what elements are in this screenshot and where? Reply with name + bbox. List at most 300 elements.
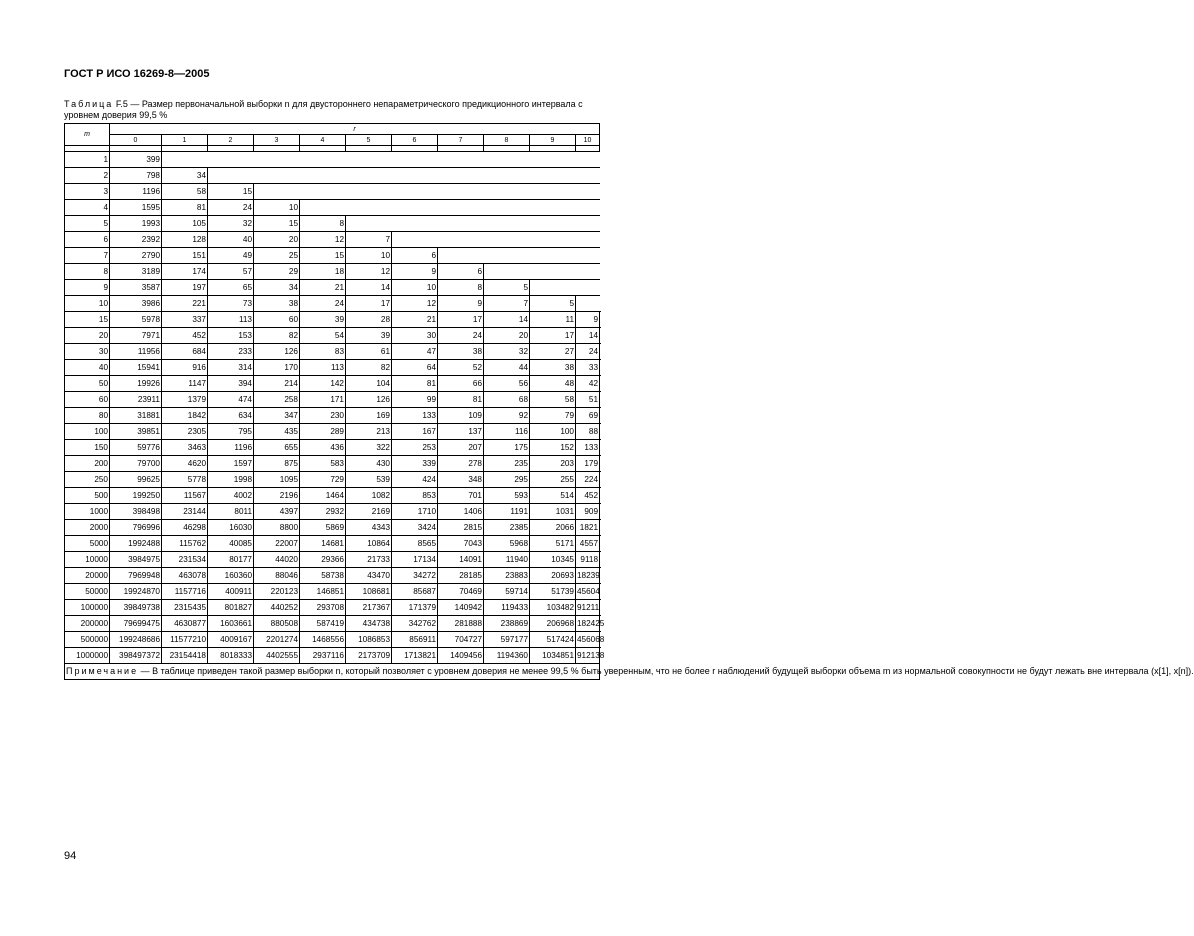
value-cell: 8 xyxy=(438,280,484,296)
value-cell: 258 xyxy=(254,392,300,408)
value-cell: 436 xyxy=(300,440,346,456)
m-cell: 500000 xyxy=(65,632,110,648)
value-cell: 221 xyxy=(162,296,208,312)
value-cell: 43470 xyxy=(346,568,392,584)
empty-cell xyxy=(346,152,392,168)
value-cell: 15 xyxy=(254,216,300,232)
m-cell: 4 xyxy=(65,200,110,216)
table-row xyxy=(65,456,600,472)
value-cell: 7 xyxy=(346,232,392,248)
value-cell: 10864 xyxy=(346,536,392,552)
value-cell: 105 xyxy=(162,216,208,232)
value-cell: 83 xyxy=(300,344,346,360)
value-cell: 14 xyxy=(484,312,530,328)
value-cell: 140942 xyxy=(438,600,484,616)
value-cell: 61 xyxy=(346,344,392,360)
value-cell: 880508 xyxy=(254,616,300,632)
table-row xyxy=(65,168,600,184)
value-cell: 16030 xyxy=(208,520,254,536)
value-cell: 33 xyxy=(576,360,600,376)
value-cell: 32 xyxy=(484,344,530,360)
table-row xyxy=(65,312,600,328)
value-cell: 2385 xyxy=(484,520,530,536)
table-row xyxy=(65,232,600,248)
value-cell: 92 xyxy=(484,408,530,424)
value-cell: 45604 xyxy=(576,584,600,600)
value-cell: 54 xyxy=(300,328,346,344)
value-cell: 68 xyxy=(484,392,530,408)
value-cell: 7971 xyxy=(110,328,162,344)
table-row xyxy=(65,536,600,552)
value-cell: 3984975 xyxy=(110,552,162,568)
value-cell: 20693 xyxy=(530,568,576,584)
value-cell: 12 xyxy=(346,264,392,280)
value-cell: 80177 xyxy=(208,552,254,568)
value-cell: 126 xyxy=(346,392,392,408)
value-cell: 1379 xyxy=(162,392,208,408)
value-cell: 4557 xyxy=(576,536,600,552)
empty-cell xyxy=(484,264,530,280)
value-cell: 4397 xyxy=(254,504,300,520)
r-column-header: r xyxy=(110,124,600,135)
value-cell: 704727 xyxy=(438,632,484,648)
value-cell: 348 xyxy=(438,472,484,488)
m-cell: 8 xyxy=(65,264,110,280)
m-cell: 200000 xyxy=(65,616,110,632)
value-cell: 85687 xyxy=(392,584,438,600)
value-cell: 293708 xyxy=(300,600,346,616)
value-cell: 66 xyxy=(438,376,484,392)
value-cell: 17134 xyxy=(392,552,438,568)
value-cell: 70469 xyxy=(438,584,484,600)
empty-cell xyxy=(576,296,600,312)
value-cell: 14681 xyxy=(300,536,346,552)
empty-cell xyxy=(484,200,530,216)
m-cell: 50 xyxy=(65,376,110,392)
value-cell: 474 xyxy=(208,392,254,408)
value-cell: 701 xyxy=(438,488,484,504)
r-value-header: 8 xyxy=(484,135,530,146)
value-cell: 10345 xyxy=(530,552,576,568)
value-cell: 1597 xyxy=(208,456,254,472)
value-cell: 137 xyxy=(438,424,484,440)
r-value-header: 1 xyxy=(162,135,208,146)
value-cell: 2815 xyxy=(438,520,484,536)
value-cell: 463078 xyxy=(162,568,208,584)
table-row xyxy=(65,520,600,536)
value-cell: 34272 xyxy=(392,568,438,584)
value-cell: 12 xyxy=(300,232,346,248)
m-cell: 1000000 xyxy=(65,648,110,664)
value-cell: 5978 xyxy=(110,312,162,328)
value-cell: 182425 xyxy=(576,616,600,632)
value-cell: 7969948 xyxy=(110,568,162,584)
empty-cell xyxy=(576,248,600,264)
value-cell: 103482 xyxy=(530,600,576,616)
value-cell: 398498 xyxy=(110,504,162,520)
m-cell: 1 xyxy=(65,152,110,168)
value-cell: 875 xyxy=(254,456,300,472)
value-cell: 1034851 xyxy=(530,648,576,664)
empty-cell xyxy=(300,184,346,200)
empty-cell xyxy=(576,152,600,168)
value-cell: 2196 xyxy=(254,488,300,504)
empty-cell xyxy=(438,152,484,168)
value-cell: 1191 xyxy=(484,504,530,520)
value-cell: 171379 xyxy=(392,600,438,616)
value-cell: 1409456 xyxy=(438,648,484,664)
value-cell: 8800 xyxy=(254,520,300,536)
empty-cell xyxy=(392,232,438,248)
empty-cell xyxy=(254,168,300,184)
value-cell: 4402555 xyxy=(254,648,300,664)
value-cell: 58 xyxy=(162,184,208,200)
value-cell: 81 xyxy=(162,200,208,216)
m-cell: 50000 xyxy=(65,584,110,600)
page-number: 94 xyxy=(64,850,77,862)
value-cell: 19924870 xyxy=(110,584,162,600)
table-row xyxy=(65,552,600,568)
value-cell: 339 xyxy=(392,456,438,472)
empty-cell xyxy=(346,184,392,200)
value-cell: 128 xyxy=(162,232,208,248)
value-cell: 655 xyxy=(254,440,300,456)
value-cell: 435 xyxy=(254,424,300,440)
value-cell: 1710 xyxy=(392,504,438,520)
value-cell: 152 xyxy=(530,440,576,456)
value-cell: 342762 xyxy=(392,616,438,632)
value-cell: 17 xyxy=(438,312,484,328)
table-row xyxy=(65,264,600,280)
m-cell: 150 xyxy=(65,440,110,456)
value-cell: 18239 xyxy=(576,568,600,584)
value-cell: 15 xyxy=(208,184,254,200)
table-row xyxy=(65,472,600,488)
empty-cell xyxy=(576,200,600,216)
table-row xyxy=(65,408,600,424)
table-row xyxy=(65,392,600,408)
value-cell: 1194360 xyxy=(484,648,530,664)
r-value-header: 7 xyxy=(438,135,484,146)
empty-cell xyxy=(438,216,484,232)
value-cell: 171 xyxy=(300,392,346,408)
value-cell: 119433 xyxy=(484,600,530,616)
value-cell: 109 xyxy=(438,408,484,424)
m-cell: 9 xyxy=(65,280,110,296)
table-row xyxy=(65,584,600,600)
r-value-header: 2 xyxy=(208,135,254,146)
empty-cell xyxy=(346,200,392,216)
value-cell: 2169 xyxy=(346,504,392,520)
value-cell: 11577210 xyxy=(162,632,208,648)
value-cell: 1031 xyxy=(530,504,576,520)
m-cell: 20 xyxy=(65,328,110,344)
m-cell: 500 xyxy=(65,488,110,504)
value-cell: 79 xyxy=(530,408,576,424)
value-cell: 199248686 xyxy=(110,632,162,648)
value-cell: 1998 xyxy=(208,472,254,488)
table-row xyxy=(65,200,600,216)
value-cell: 399 xyxy=(110,152,162,168)
value-cell: 79699475 xyxy=(110,616,162,632)
value-cell: 2315435 xyxy=(162,600,208,616)
value-cell: 39851 xyxy=(110,424,162,440)
value-cell: 17 xyxy=(346,296,392,312)
table-row xyxy=(65,568,600,584)
value-cell: 1095 xyxy=(254,472,300,488)
value-cell: 213 xyxy=(346,424,392,440)
r-value-header: 10 xyxy=(576,135,600,146)
value-cell: 14 xyxy=(346,280,392,296)
empty-cell xyxy=(346,168,392,184)
value-cell: 220123 xyxy=(254,584,300,600)
value-cell: 15941 xyxy=(110,360,162,376)
m-cell: 100 xyxy=(65,424,110,440)
empty-cell xyxy=(484,152,530,168)
value-cell: 39849738 xyxy=(110,600,162,616)
m-cell: 100000 xyxy=(65,600,110,616)
value-cell: 44020 xyxy=(254,552,300,568)
value-cell: 21 xyxy=(300,280,346,296)
r-value-header: 4 xyxy=(300,135,346,146)
table-row xyxy=(65,248,600,264)
value-cell: 2392 xyxy=(110,232,162,248)
value-cell: 3189 xyxy=(110,264,162,280)
value-cell: 88 xyxy=(576,424,600,440)
m-cell: 5 xyxy=(65,216,110,232)
m-cell: 10000 xyxy=(65,552,110,568)
value-cell: 151 xyxy=(162,248,208,264)
empty-cell xyxy=(576,264,600,280)
table-row xyxy=(65,440,600,456)
value-cell: 597177 xyxy=(484,632,530,648)
r-values-row xyxy=(65,135,600,146)
value-cell: 9 xyxy=(576,312,600,328)
value-cell: 167 xyxy=(392,424,438,440)
empty-cell xyxy=(300,152,346,168)
value-cell: 322 xyxy=(346,440,392,456)
empty-cell xyxy=(162,152,208,168)
table-row xyxy=(65,344,600,360)
value-cell: 434738 xyxy=(346,616,392,632)
value-cell: 28185 xyxy=(438,568,484,584)
m-cell: 7 xyxy=(65,248,110,264)
table-row xyxy=(65,360,600,376)
value-cell: 28 xyxy=(346,312,392,328)
note-text: — В таблице приведен такой размер выборки n, который позволяет с уровнем доверия не менее 99,5 % быть уверенным, что не более r наблюдений будущей выборки объема m из нормальной совокупности не будут лежать вне интервала (x[1], x[n]). xyxy=(140,666,1194,676)
value-cell: 12 xyxy=(392,296,438,312)
value-cell: 18 xyxy=(300,264,346,280)
empty-cell xyxy=(484,168,530,184)
value-cell: 57 xyxy=(208,264,254,280)
empty-cell xyxy=(530,184,576,200)
empty-cell xyxy=(438,248,484,264)
value-cell: 169 xyxy=(346,408,392,424)
value-cell: 24 xyxy=(300,296,346,312)
value-cell: 2937116 xyxy=(300,648,346,664)
value-cell: 856911 xyxy=(392,632,438,648)
value-cell: 73 xyxy=(208,296,254,312)
value-cell: 295 xyxy=(484,472,530,488)
value-cell: 52 xyxy=(438,360,484,376)
value-cell: 1603661 xyxy=(208,616,254,632)
value-cell: 51739 xyxy=(530,584,576,600)
value-cell: 11 xyxy=(530,312,576,328)
value-cell: 133 xyxy=(576,440,600,456)
value-cell: 1082 xyxy=(346,488,392,504)
value-cell: 15 xyxy=(300,248,346,264)
table-row xyxy=(65,648,600,664)
value-cell: 58738 xyxy=(300,568,346,584)
m-cell: 60 xyxy=(65,392,110,408)
value-cell: 30 xyxy=(392,328,438,344)
caption-text: — Размер первоначальной выборки n для двустороннего непараметрического предикционного интервала с уровнем доверия 99,5 % xyxy=(64,99,583,120)
value-cell: 170 xyxy=(254,360,300,376)
empty-cell xyxy=(346,216,392,232)
value-cell: 2201274 xyxy=(254,632,300,648)
value-cell: 224 xyxy=(576,472,600,488)
value-cell: 88046 xyxy=(254,568,300,584)
value-cell: 1147 xyxy=(162,376,208,392)
value-cell: 29366 xyxy=(300,552,346,568)
table-row xyxy=(65,504,600,520)
value-cell: 9 xyxy=(438,296,484,312)
data-table xyxy=(64,123,1194,680)
value-cell: 2790 xyxy=(110,248,162,264)
value-cell: 539 xyxy=(346,472,392,488)
table-row xyxy=(65,152,600,168)
value-cell: 203 xyxy=(530,456,576,472)
value-cell: 40085 xyxy=(208,536,254,552)
value-cell: 3463 xyxy=(162,440,208,456)
value-cell: 113 xyxy=(208,312,254,328)
value-cell: 11940 xyxy=(484,552,530,568)
value-cell: 8011 xyxy=(208,504,254,520)
r-value-header: 0 xyxy=(110,135,162,146)
value-cell: 238869 xyxy=(484,616,530,632)
m-cell: 30 xyxy=(65,344,110,360)
value-cell: 7043 xyxy=(438,536,484,552)
r-value-header: 3 xyxy=(254,135,300,146)
value-cell: 347 xyxy=(254,408,300,424)
value-cell: 116 xyxy=(484,424,530,440)
value-cell: 207 xyxy=(438,440,484,456)
value-cell: 23883 xyxy=(484,568,530,584)
table-row xyxy=(65,280,600,296)
value-cell: 1842 xyxy=(162,408,208,424)
value-cell: 22007 xyxy=(254,536,300,552)
value-cell: 8018333 xyxy=(208,648,254,664)
table-caption xyxy=(64,99,604,121)
value-cell: 593 xyxy=(484,488,530,504)
value-cell: 281888 xyxy=(438,616,484,632)
value-cell: 217367 xyxy=(346,600,392,616)
value-cell: 4620 xyxy=(162,456,208,472)
value-cell: 3986 xyxy=(110,296,162,312)
value-cell: 197 xyxy=(162,280,208,296)
empty-cell xyxy=(576,168,600,184)
value-cell: 9118 xyxy=(576,552,600,568)
empty-cell xyxy=(530,232,576,248)
value-cell: 179 xyxy=(576,456,600,472)
value-cell: 10 xyxy=(346,248,392,264)
note-label: Примечание xyxy=(66,666,139,676)
value-cell: 17 xyxy=(530,328,576,344)
empty-cell xyxy=(530,216,576,232)
value-cell: 916 xyxy=(162,360,208,376)
value-cell: 113 xyxy=(300,360,346,376)
value-cell: 4343 xyxy=(346,520,392,536)
value-cell: 4009167 xyxy=(208,632,254,648)
value-cell: 82 xyxy=(254,328,300,344)
empty-cell xyxy=(392,216,438,232)
value-cell: 23154418 xyxy=(162,648,208,664)
value-cell: 4002 xyxy=(208,488,254,504)
value-cell: 38 xyxy=(530,360,576,376)
value-cell: 1993 xyxy=(110,216,162,232)
empty-cell xyxy=(392,152,438,168)
value-cell: 394 xyxy=(208,376,254,392)
value-cell: 8 xyxy=(300,216,346,232)
value-cell: 314 xyxy=(208,360,254,376)
value-cell: 21 xyxy=(392,312,438,328)
empty-cell xyxy=(438,200,484,216)
value-cell: 440252 xyxy=(254,600,300,616)
empty-cell xyxy=(484,248,530,264)
value-cell: 5171 xyxy=(530,536,576,552)
value-cell: 56 xyxy=(484,376,530,392)
r-value-header: 6 xyxy=(392,135,438,146)
value-cell: 44 xyxy=(484,360,530,376)
value-cell: 230 xyxy=(300,408,346,424)
value-cell: 801827 xyxy=(208,600,254,616)
value-cell: 5968 xyxy=(484,536,530,552)
value-cell: 14 xyxy=(576,328,600,344)
value-cell: 20 xyxy=(484,328,530,344)
value-cell: 5 xyxy=(530,296,576,312)
value-cell: 253 xyxy=(392,440,438,456)
value-cell: 59776 xyxy=(110,440,162,456)
value-cell: 5778 xyxy=(162,472,208,488)
value-cell: 59714 xyxy=(484,584,530,600)
value-cell: 146851 xyxy=(300,584,346,600)
value-cell: 11956 xyxy=(110,344,162,360)
value-cell: 430 xyxy=(346,456,392,472)
value-cell: 796996 xyxy=(110,520,162,536)
table-row xyxy=(65,328,600,344)
value-cell: 3587 xyxy=(110,280,162,296)
value-cell: 398497372 xyxy=(110,648,162,664)
value-cell: 909 xyxy=(576,504,600,520)
m-cell: 2 xyxy=(65,168,110,184)
value-cell: 40 xyxy=(208,232,254,248)
value-cell: 231534 xyxy=(162,552,208,568)
empty-cell xyxy=(254,184,300,200)
m-cell: 20000 xyxy=(65,568,110,584)
empty-cell xyxy=(530,152,576,168)
value-cell: 912138 xyxy=(576,648,600,664)
m-cell: 1000 xyxy=(65,504,110,520)
value-cell: 1086853 xyxy=(346,632,392,648)
empty-cell xyxy=(254,152,300,168)
value-cell: 1157716 xyxy=(162,584,208,600)
value-cell: 3424 xyxy=(392,520,438,536)
value-cell: 108681 xyxy=(346,584,392,600)
empty-cell xyxy=(484,232,530,248)
table-note xyxy=(65,664,1194,680)
value-cell: 160360 xyxy=(208,568,254,584)
value-cell: 517424 xyxy=(530,632,576,648)
